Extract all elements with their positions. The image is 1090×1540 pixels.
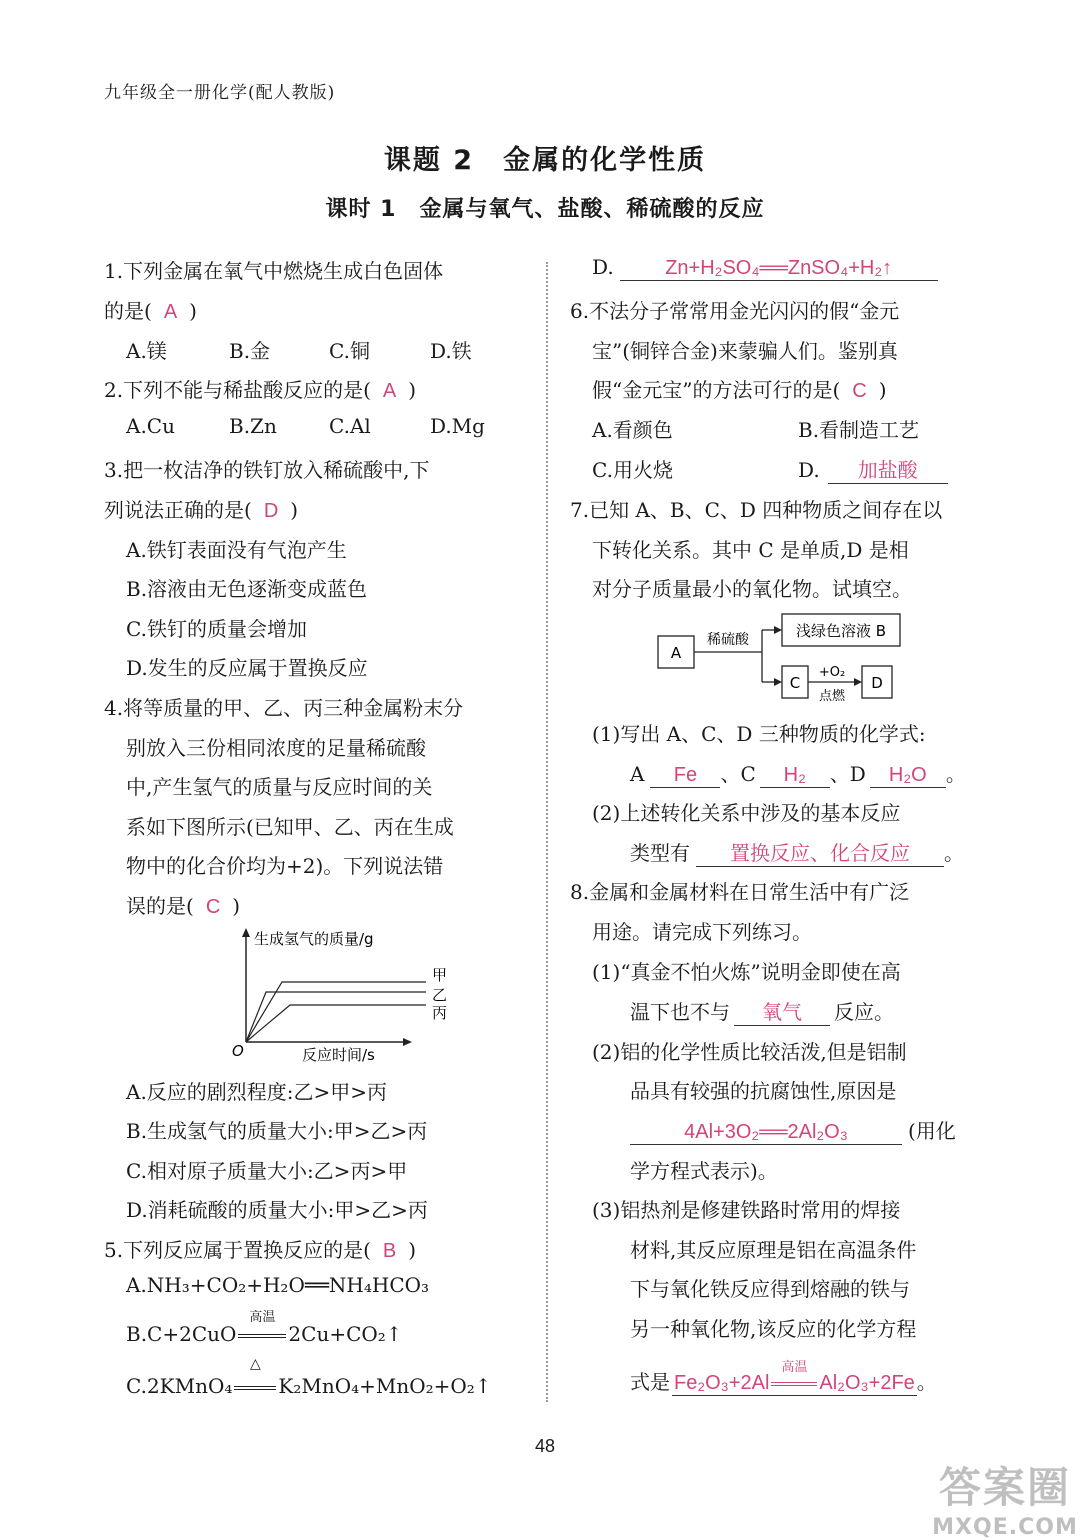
q4-option-d: D.消耗硫酸的质量大小:甲>乙>丙	[126, 1198, 428, 1222]
q1-answer: A	[163, 301, 178, 323]
q8-sub2-line2: 品具有较强的抗腐蚀性,原因是	[630, 1079, 897, 1103]
q7-condition-ignite: 点燃	[818, 689, 846, 704]
q3-option-c: C.铁钉的质量会增加	[126, 617, 307, 641]
q4-stem-line6: 误的是( C )	[126, 894, 241, 918]
q4-graph-series-jia: 甲	[432, 966, 448, 984]
q2-option-d: D.Mg	[430, 414, 485, 438]
q2-option-b: B.Zn	[229, 414, 277, 438]
q8-answer-2: 4Al+3O₂══2Al₂O₃	[630, 1121, 902, 1145]
q7-box-c: C	[789, 674, 801, 692]
book-header: 九年级全一册化学(配人教版)	[104, 83, 336, 103]
q8-sub2-line3: 4Al+3O₂══2Al₂O₃ (用化	[630, 1115, 956, 1145]
q7-conversion-diagram	[656, 608, 906, 704]
q8-sub3-line5: 式是 Fe₂O₃+2Al 高温 Al₂O₃+2Fe 。	[630, 1366, 937, 1396]
q8-stem-line2: 用途。请完成下列练习。	[592, 920, 812, 944]
q3-option-a: A.铁钉表面没有气泡产生	[126, 538, 347, 562]
q4-stem-line2: 别放入三份相同浓度的足量稀硫酸	[126, 736, 426, 760]
q5-option-d: D. Zn+H₂SO₄══ZnSO₄+H₂↑	[592, 255, 938, 281]
q4-graph-xlabel: 反应时间/s	[302, 1046, 375, 1064]
q2-answer: A	[382, 380, 397, 402]
q2-option-a: A.Cu	[126, 414, 175, 438]
q4-stem-line3: 中,产生氢气的质量与反应时间的关	[126, 775, 433, 799]
q4-graph	[226, 922, 516, 1064]
q4-answer: C	[205, 896, 221, 918]
q5-option-d-answer: Zn+H₂SO₄══ZnSO₄+H₂↑	[620, 257, 938, 281]
q4-graph-series-yi: 乙	[432, 986, 448, 1004]
q2-stem: 2.下列不能与稀盐酸反应的是( A )	[104, 378, 417, 402]
q7-stem-line2: 下转化关系。其中 C 是单质,D 是相	[592, 538, 909, 562]
q7-stem-line3: 对分子质量最小的氧化物。试填空。	[592, 577, 912, 601]
q7-answer-a: Fe	[650, 764, 720, 788]
q4-stem-line5: 物中的化合价均为+2)。下列说法错	[126, 854, 444, 878]
q8-sub1-line2: 温下也不与 氧气 反应。	[630, 996, 894, 1026]
q8-sub2-line1: (2)铝的化学性质比较活泼,但是铝制	[592, 1040, 907, 1064]
q5-option-b-condition: 高温	[249, 1310, 276, 1325]
q4-option-c: C.相对原子质量大小:乙>丙>甲	[126, 1159, 408, 1183]
q6-option-d-answer: 加盐酸	[828, 454, 948, 484]
q8-sub3-line1: (3)铝热剂是修建铁路时常用的焊接	[592, 1198, 901, 1222]
q5-option-b: B.C+2CuO 高温 2Cu+CO₂↑	[126, 1322, 403, 1346]
q5-answer: B	[382, 1240, 397, 1262]
page-number: 48	[534, 1436, 556, 1456]
q5-stem: 5.下列反应属于置换反应的是( B )	[104, 1238, 417, 1262]
q7-answer-d: H₂O	[870, 764, 946, 788]
q7-box-a: A	[670, 644, 682, 662]
q6-option-c: C.用火烧	[592, 458, 673, 482]
q7-sub1-answers: A Fe 、C H₂ 、D H₂O 。	[630, 762, 966, 786]
q8-sub1-line1: (1)“真金不怕火炼”说明金即使在高	[592, 960, 901, 984]
q8-sub2-line4: 学方程式表示)。	[630, 1159, 778, 1183]
q8-stem-line1: 8.金属和金属材料在日常生活中有广泛	[570, 880, 910, 904]
q8-answer-1: 氧气	[734, 996, 830, 1026]
q5-option-a: A.NH₃+CO₂+H₂O══NH₄HCO₃	[126, 1273, 430, 1297]
q6-option-a: A.看颜色	[592, 418, 673, 442]
q5-option-c: C.2KMnO₄ △ K₂MnO₄+MnO₂+O₂↑	[126, 1356, 492, 1398]
q1-option-c: C.铜	[329, 339, 370, 363]
q6-option-d: D. 加盐酸	[798, 454, 948, 484]
q1-option-b: B.金	[229, 339, 271, 363]
q6-stem-line2: 宝”(铜锌合金)来蒙骗人们。鉴别真	[592, 339, 898, 363]
q4-stem-line4: 系如下图所示(已知甲、乙、丙在生成	[126, 815, 454, 839]
watermark-url: MXQE.COM	[932, 1515, 1078, 1540]
q7-answer-reaction-types: 置换反应、化合反应	[696, 837, 944, 867]
q8-sub3-line3: 下与氧化铁反应得到熔融的铁与	[630, 1277, 910, 1301]
q7-sub2-line2: 类型有 置换反应、化合反应 。	[630, 837, 964, 867]
q6-stem-line1: 6.不法分子常常用金光闪闪的假“金元	[570, 299, 900, 323]
q7-sub1-stem: (1)写出 A、C、D 三种物质的化学式:	[592, 722, 926, 746]
site-watermark	[930, 1455, 1080, 1540]
q6-stem-line3: 假“金元宝”的方法可行的是( C )	[592, 378, 887, 402]
q3-stem-line2: 列说法正确的是( D )	[104, 498, 299, 522]
q4-option-a: A.反应的剧烈程度:乙>甲>丙	[126, 1080, 388, 1104]
q1-option-a: A.镁	[126, 339, 167, 363]
q4-stem-line1: 4.将等质量的甲、乙、丙三种金属粉末分	[104, 696, 464, 720]
lesson-subtitle: 课时 1 金属与氧气、盐酸、稀硫酸的反应	[325, 197, 765, 222]
q7-reagent-label: 稀硫酸	[707, 632, 749, 648]
q1-stem-line1: 1.下列金属在氧气中燃烧生成白色固体	[104, 259, 444, 283]
q3-option-d: D.发生的反应属于置换反应	[126, 656, 368, 680]
q4-graph-origin: O	[232, 1042, 244, 1060]
q1-stem-line2: 的是( A )	[104, 299, 197, 323]
q8-sub3-line2: 材料,其反应原理是铝在高温条件	[630, 1238, 917, 1262]
q7-box-d: D	[871, 674, 883, 692]
q3-option-b: B.溶液由无色逐渐变成蓝色	[126, 577, 368, 601]
q7-sub2-line1: (2)上述转化关系中涉及的基本反应	[592, 801, 901, 825]
q7-condition-oxygen: +O₂	[818, 665, 846, 680]
q8-answer-3: Fe₂O₃+2Al 高温 Al₂O₃+2Fe	[672, 1372, 917, 1396]
q7-box-b: 浅绿色溶液 B	[795, 622, 887, 640]
q7-answer-c: H₂	[760, 764, 830, 788]
q4-graph-ylabel: 生成氢气的质量/g	[254, 930, 374, 948]
q6-answer: C	[852, 380, 867, 402]
lesson-title: 课题 2 金属的化学性质	[383, 145, 707, 176]
q4-graph-series-bing: 丙	[432, 1004, 448, 1022]
q2-option-c: C.Al	[329, 414, 371, 438]
q5-option-c-condition: △	[250, 1356, 261, 1372]
q7-stem-line1: 7.已知 A、B、C、D 四种物质之间存在以	[570, 498, 943, 522]
q8-sub3-line4: 另一种氧化物,该反应的化学方程	[630, 1317, 917, 1341]
watermark-logo: 答案圈	[938, 1463, 1071, 1512]
column-divider	[546, 262, 548, 1402]
q3-answer: D	[263, 500, 279, 522]
q1-option-d: D.铁	[430, 339, 472, 363]
q6-option-b: B.看制造工艺	[798, 418, 920, 442]
q4-option-b: B.生成氢气的质量大小:甲>乙>丙	[126, 1119, 428, 1143]
q3-stem-line1: 3.把一枚洁净的铁钉放入稀硫酸中,下	[104, 458, 430, 482]
q8-answer-3-condition: 高温	[781, 1359, 808, 1374]
